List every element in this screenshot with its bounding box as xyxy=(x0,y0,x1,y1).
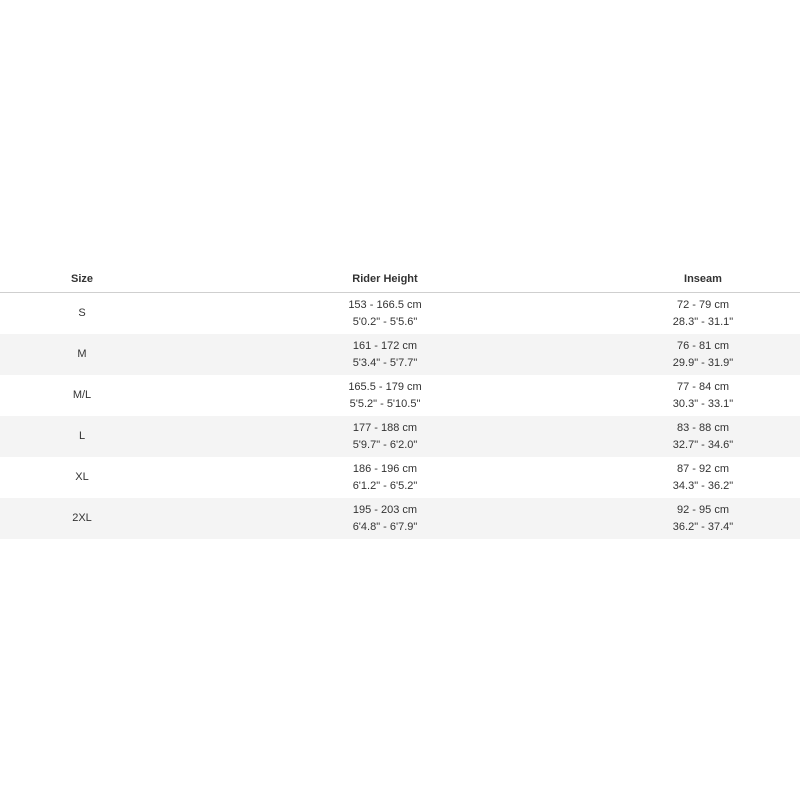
table-row xyxy=(0,375,800,416)
table-row xyxy=(0,416,800,457)
cell-size: 2XL xyxy=(72,512,92,524)
cell-inseam xyxy=(606,502,800,536)
cell-size: M/L xyxy=(72,389,92,401)
cell-rider-height xyxy=(164,420,606,454)
inseam-imperial: 32.7" - 34.6" xyxy=(672,438,734,451)
cell-size: XL xyxy=(75,471,89,483)
height-cm: 153 - 166.5 cm xyxy=(348,298,422,311)
table-row xyxy=(0,334,800,375)
inseam-imperial: 34.3" - 36.2" xyxy=(672,479,734,492)
cell-rider-height xyxy=(164,338,606,372)
height-imperial: 5'5.2" - 5'10.5" xyxy=(349,397,421,410)
inseam-cm: 92 - 95 cm xyxy=(677,503,729,516)
inseam-cm: 83 - 88 cm xyxy=(677,421,729,434)
table-header xyxy=(0,266,800,293)
cell-rider-height xyxy=(164,379,606,413)
height-imperial: 5'3.4" - 5'7.7" xyxy=(352,356,418,369)
cell-size: S xyxy=(78,307,86,319)
inseam-cm: 87 - 92 cm xyxy=(677,462,729,475)
cell-rider-height xyxy=(164,461,606,495)
header-inseam: Inseam xyxy=(684,273,722,285)
height-cm: 186 - 196 cm xyxy=(352,462,418,475)
height-imperial: 6'4.8" - 6'7.9" xyxy=(352,520,418,533)
inseam-imperial: 36.2" - 37.4" xyxy=(672,520,734,533)
cell-size: L xyxy=(78,430,86,442)
inseam-imperial: 28.3" - 31.1" xyxy=(672,315,734,328)
height-cm: 195 - 203 cm xyxy=(352,503,418,516)
height-cm: 161 - 172 cm xyxy=(352,339,418,352)
inseam-imperial: 30.3" - 33.1" xyxy=(672,397,734,410)
table-row xyxy=(0,498,800,539)
table-row xyxy=(0,457,800,498)
cell-rider-height xyxy=(164,297,606,331)
cell-inseam xyxy=(606,420,800,454)
inseam-imperial: 29.9" - 31.9" xyxy=(672,356,734,369)
table-row xyxy=(0,293,800,334)
cell-inseam xyxy=(606,297,800,331)
cell-rider-height xyxy=(164,502,606,536)
cell-inseam xyxy=(606,461,800,495)
header-rider-height: Rider Height xyxy=(352,273,418,285)
cell-inseam xyxy=(606,379,800,413)
cell-size: M xyxy=(77,348,87,360)
height-imperial: 6'1.2" - 6'5.2" xyxy=(352,479,418,492)
inseam-cm: 76 - 81 cm xyxy=(677,339,729,352)
height-cm: 177 - 188 cm xyxy=(352,421,418,434)
inseam-cm: 77 - 84 cm xyxy=(677,380,729,393)
header-size: Size xyxy=(70,273,93,285)
cell-inseam xyxy=(606,338,800,372)
height-imperial: 5'0.2" - 5'5.6" xyxy=(352,315,418,328)
size-chart-table xyxy=(0,266,800,539)
height-cm: 165.5 - 179 cm xyxy=(348,380,422,393)
inseam-cm: 72 - 79 cm xyxy=(677,298,729,311)
height-imperial: 5'9.7" - 6'2.0" xyxy=(352,438,418,451)
